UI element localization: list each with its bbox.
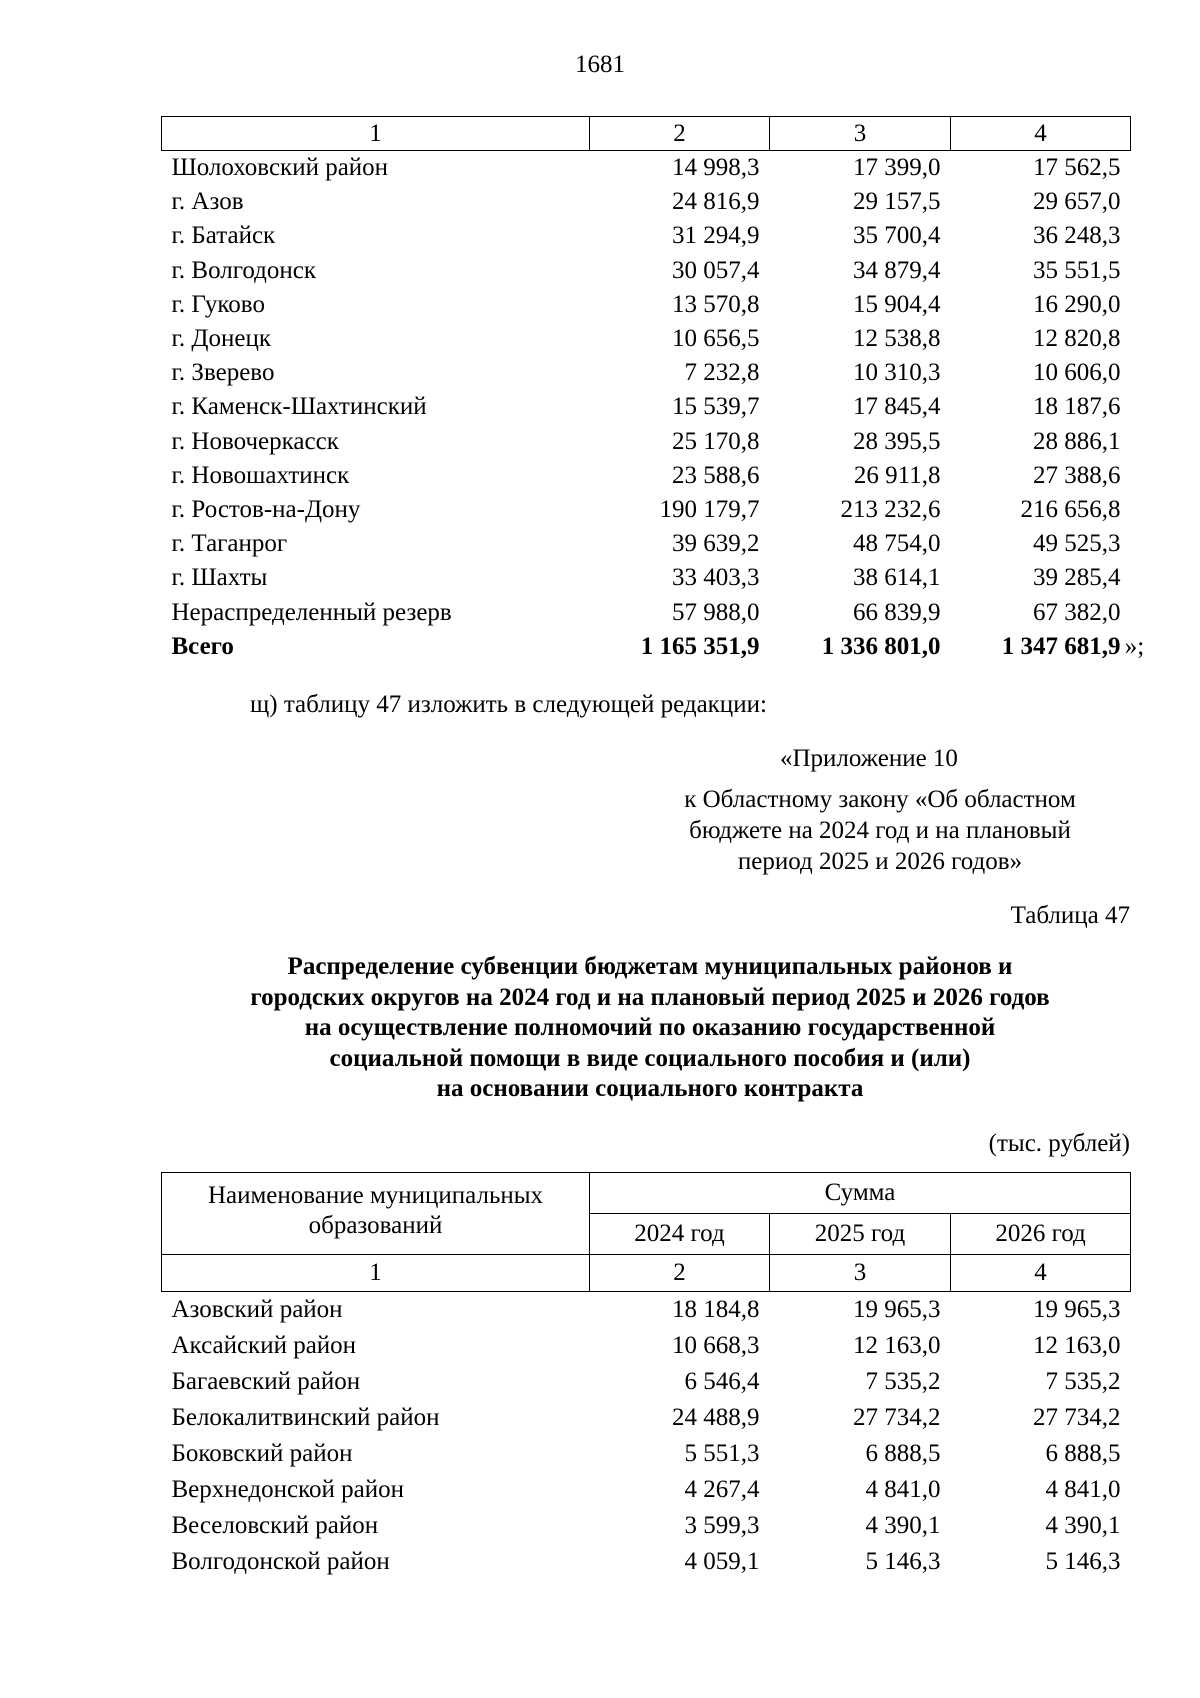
municipality-name: Азовский район — [171, 1296, 343, 1323]
amount-2024: 5 551,3 — [684, 1440, 760, 1467]
table-row — [162, 1400, 1131, 1436]
amount-2026: 6 888,5 — [1045, 1440, 1121, 1467]
column-index-2: 2 — [590, 1255, 770, 1292]
amount-2025: 34 879,4 — [853, 256, 941, 284]
table-row — [162, 254, 1131, 288]
column-index-1: 1 — [162, 1255, 590, 1292]
column-header-name — [162, 1173, 590, 1255]
amount-2025: 213 232,6 — [840, 495, 941, 523]
amount-2026: 16 290,0 — [1033, 290, 1121, 318]
municipality-name: г. Новошахтинск — [171, 461, 350, 489]
municipality-name: г. Донецк — [171, 325, 271, 353]
amount-2025: 15 904,4 — [853, 290, 941, 318]
table-row — [162, 1544, 1131, 1580]
amount-2026: 7 535,2 — [1045, 1368, 1121, 1395]
amount-2025: 27 734,2 — [853, 1404, 941, 1431]
table-row — [162, 595, 1131, 629]
table-row — [162, 1472, 1131, 1508]
appendix-reference-line: бюджете на 2024 год и на плановый — [689, 817, 1071, 844]
table-row — [162, 1364, 1131, 1400]
amount-2026: 28 886,1 — [1033, 427, 1121, 455]
amount-2025: 10 310,3 — [853, 359, 941, 387]
amount-2024: 25 170,8 — [672, 427, 760, 455]
municipality-name: Аксайский район — [171, 1332, 357, 1359]
amount-2025: 66 839,9 — [853, 598, 941, 626]
amount-2024: 24 488,9 — [672, 1404, 760, 1431]
table-row — [162, 459, 1131, 493]
amount-2026: 27 388,6 — [1033, 461, 1121, 489]
amount-2025: 35 700,4 — [853, 222, 941, 250]
table-row — [162, 1508, 1131, 1544]
column-header-sum: Сумма — [590, 1173, 1131, 1214]
amount-2025: 12 538,8 — [853, 325, 941, 353]
units-label: (тыс. рублей) — [988, 1130, 1130, 1157]
amount-2025: 4 390,1 — [865, 1512, 941, 1539]
municipality-name: Багаевский район — [171, 1368, 361, 1395]
amount-2025: 17 399,0 — [853, 154, 941, 182]
amount-2026: 27 734,2 — [1033, 1404, 1121, 1431]
column-header-year: 2026 год — [951, 1214, 1131, 1255]
column-header-year: 2025 год — [770, 1214, 951, 1255]
table-row — [162, 527, 1131, 561]
column-header-year: 2024 год — [590, 1214, 770, 1255]
amount-2024: 31 294,9 — [672, 222, 760, 250]
amount-2026: 5 146,3 — [1045, 1548, 1121, 1575]
column-header-name-line: образований — [308, 1212, 443, 1239]
amount-2024: 4 059,1 — [684, 1548, 760, 1575]
amount-2024: 10 656,5 — [672, 325, 760, 353]
column-header-name-line: Наименование муниципальных — [207, 1182, 544, 1209]
amount-2024: 39 639,2 — [672, 530, 760, 558]
total-amount-2024: 1 165 351,9 — [640, 632, 760, 660]
column-index-4: 4 — [951, 117, 1131, 151]
amount-2026: 17 562,5 — [1033, 154, 1121, 182]
amount-2026: 67 382,0 — [1033, 598, 1121, 626]
table-index-row — [162, 1255, 1131, 1292]
amount-2025: 5 146,3 — [865, 1548, 941, 1575]
table-row — [162, 1292, 1131, 1329]
appendix-reference-line: к Областному закону «Об областном — [684, 786, 1076, 813]
amount-2024: 190 179,7 — [659, 495, 760, 523]
heading-line: на осуществление полномочий по оказанию государственной — [304, 1014, 996, 1041]
amount-2026: 12 163,0 — [1033, 1332, 1121, 1359]
amount-2024: 13 570,8 — [672, 290, 760, 318]
amount-2026: 39 285,4 — [1033, 564, 1121, 592]
municipality-name: г. Волгодонск — [171, 256, 317, 284]
amount-2024: 33 403,3 — [672, 564, 760, 592]
municipality-name: Верхнедонской район — [171, 1476, 404, 1503]
table-row — [162, 288, 1131, 322]
municipality-name: г. Батайск — [171, 222, 276, 250]
municipality-name: Шолоховский район — [171, 154, 389, 182]
page-number: 1681 — [575, 51, 625, 78]
subvention-table — [161, 1172, 1131, 1580]
amount-2026: 49 525,3 — [1033, 530, 1121, 558]
amount-2024: 4 267,4 — [684, 1476, 760, 1503]
amount-2025: 19 965,3 — [853, 1296, 941, 1323]
amount-2025: 48 754,0 — [853, 530, 941, 558]
amount-2026: 4 390,1 — [1045, 1512, 1121, 1539]
total-amount-2026-cell — [951, 630, 1145, 664]
municipality-name: Веселовский район — [171, 1512, 379, 1539]
amount-2024: 15 539,7 — [672, 393, 760, 421]
appendix-reference — [630, 784, 1130, 877]
total-amount-2025: 1 336 801,0 — [821, 632, 941, 660]
column-index-3: 3 — [770, 117, 951, 151]
table-row — [162, 1436, 1131, 1472]
table-heading — [170, 952, 1130, 1105]
municipality-name: Нераспределенный резерв — [171, 598, 452, 626]
table-row — [162, 356, 1131, 390]
amount-2024: 10 668,3 — [672, 1332, 760, 1359]
heading-line: Распределение субвенции бюджетам муниципальных районов и — [287, 953, 1013, 980]
table-row — [162, 151, 1131, 186]
amount-2026: 35 551,5 — [1033, 256, 1121, 284]
municipality-name: г. Каменск-Шахтинский — [171, 393, 427, 421]
table-row — [162, 493, 1131, 527]
column-index-1: 1 — [162, 117, 590, 151]
amount-2026: 18 187,6 — [1033, 393, 1121, 421]
total-row — [162, 630, 1131, 664]
amount-2024: 30 057,4 — [672, 256, 760, 284]
municipality-name: Боковский район — [171, 1440, 353, 1467]
amount-2024: 23 588,6 — [672, 461, 760, 489]
appendix-reference-line: период 2025 и 2026 годов» — [737, 848, 1023, 875]
municipality-name: г. Азов — [171, 188, 244, 216]
heading-line: на основании социального контракта — [436, 1075, 864, 1102]
municipality-name: Волгодонской район — [171, 1548, 390, 1575]
appendix-title: «Приложение 10 — [780, 745, 958, 772]
column-index-3: 3 — [770, 1255, 951, 1292]
amount-2025: 28 395,5 — [853, 427, 941, 455]
table-row — [162, 219, 1131, 253]
amount-2025: 17 845,4 — [853, 393, 941, 421]
amount-2024: 57 988,0 — [672, 598, 760, 626]
amount-2026: 29 657,0 — [1033, 188, 1121, 216]
municipality-name: г. Шахты — [171, 564, 268, 592]
amount-2025: 7 535,2 — [865, 1368, 941, 1395]
heading-line: городских округов на 2024 год и на плановый период 2025 и 2026 годов — [250, 983, 1050, 1011]
table-row — [162, 185, 1131, 219]
column-index-2: 2 — [590, 117, 770, 151]
amount-2024: 3 599,3 — [684, 1512, 760, 1539]
amount-2024: 6 546,4 — [684, 1368, 760, 1395]
municipality-name: г. Гуково — [171, 290, 265, 318]
municipality-name: г. Таганрог — [171, 530, 288, 558]
amount-2026: 216 656,8 — [1020, 495, 1121, 523]
amount-2026: 12 820,8 — [1033, 325, 1121, 353]
heading-line: социальной помощи в виде социального пособия и (или) — [329, 1044, 971, 1072]
amount-2025: 6 888,5 — [865, 1440, 941, 1467]
amendment-paragraph: щ) таблицу 47 изложить в следующей редакции: — [250, 691, 767, 718]
table-continuation — [161, 116, 1145, 664]
amount-2024: 24 816,9 — [672, 188, 760, 216]
total-label: Всего — [171, 632, 234, 660]
amount-2025: 26 911,8 — [853, 461, 941, 489]
table-row — [162, 425, 1131, 459]
amount-2025: 29 157,5 — [853, 188, 941, 216]
municipality-name: г. Зверево — [171, 359, 275, 387]
amount-2026: 19 965,3 — [1033, 1296, 1121, 1323]
amount-2026: 4 841,0 — [1045, 1476, 1121, 1503]
total-amount-2026: 1 347 681,9 — [1001, 632, 1121, 660]
amount-2025: 38 614,1 — [853, 564, 941, 592]
municipality-name: г. Ростов-на-Дону — [171, 495, 361, 523]
table-row — [162, 561, 1131, 595]
table-index-row — [162, 117, 1131, 151]
column-index-4: 4 — [951, 1255, 1131, 1292]
amount-2025: 4 841,0 — [865, 1476, 941, 1503]
table-label: Таблица 47 — [1010, 902, 1130, 929]
closing-quote: »; — [1124, 632, 1145, 660]
amount-2025: 12 163,0 — [853, 1332, 941, 1359]
table-row — [162, 322, 1131, 356]
table-row — [162, 390, 1131, 424]
amount-2026: 10 606,0 — [1033, 359, 1121, 387]
amount-2026: 36 248,3 — [1033, 222, 1121, 250]
municipality-name: Белокалитвинский район — [171, 1404, 440, 1431]
table-row — [162, 1328, 1131, 1364]
amount-2024: 14 998,3 — [672, 154, 760, 182]
amount-2024: 18 184,8 — [672, 1296, 760, 1323]
amount-2024: 7 232,8 — [684, 359, 760, 387]
municipality-name: г. Новочеркасск — [171, 427, 339, 455]
